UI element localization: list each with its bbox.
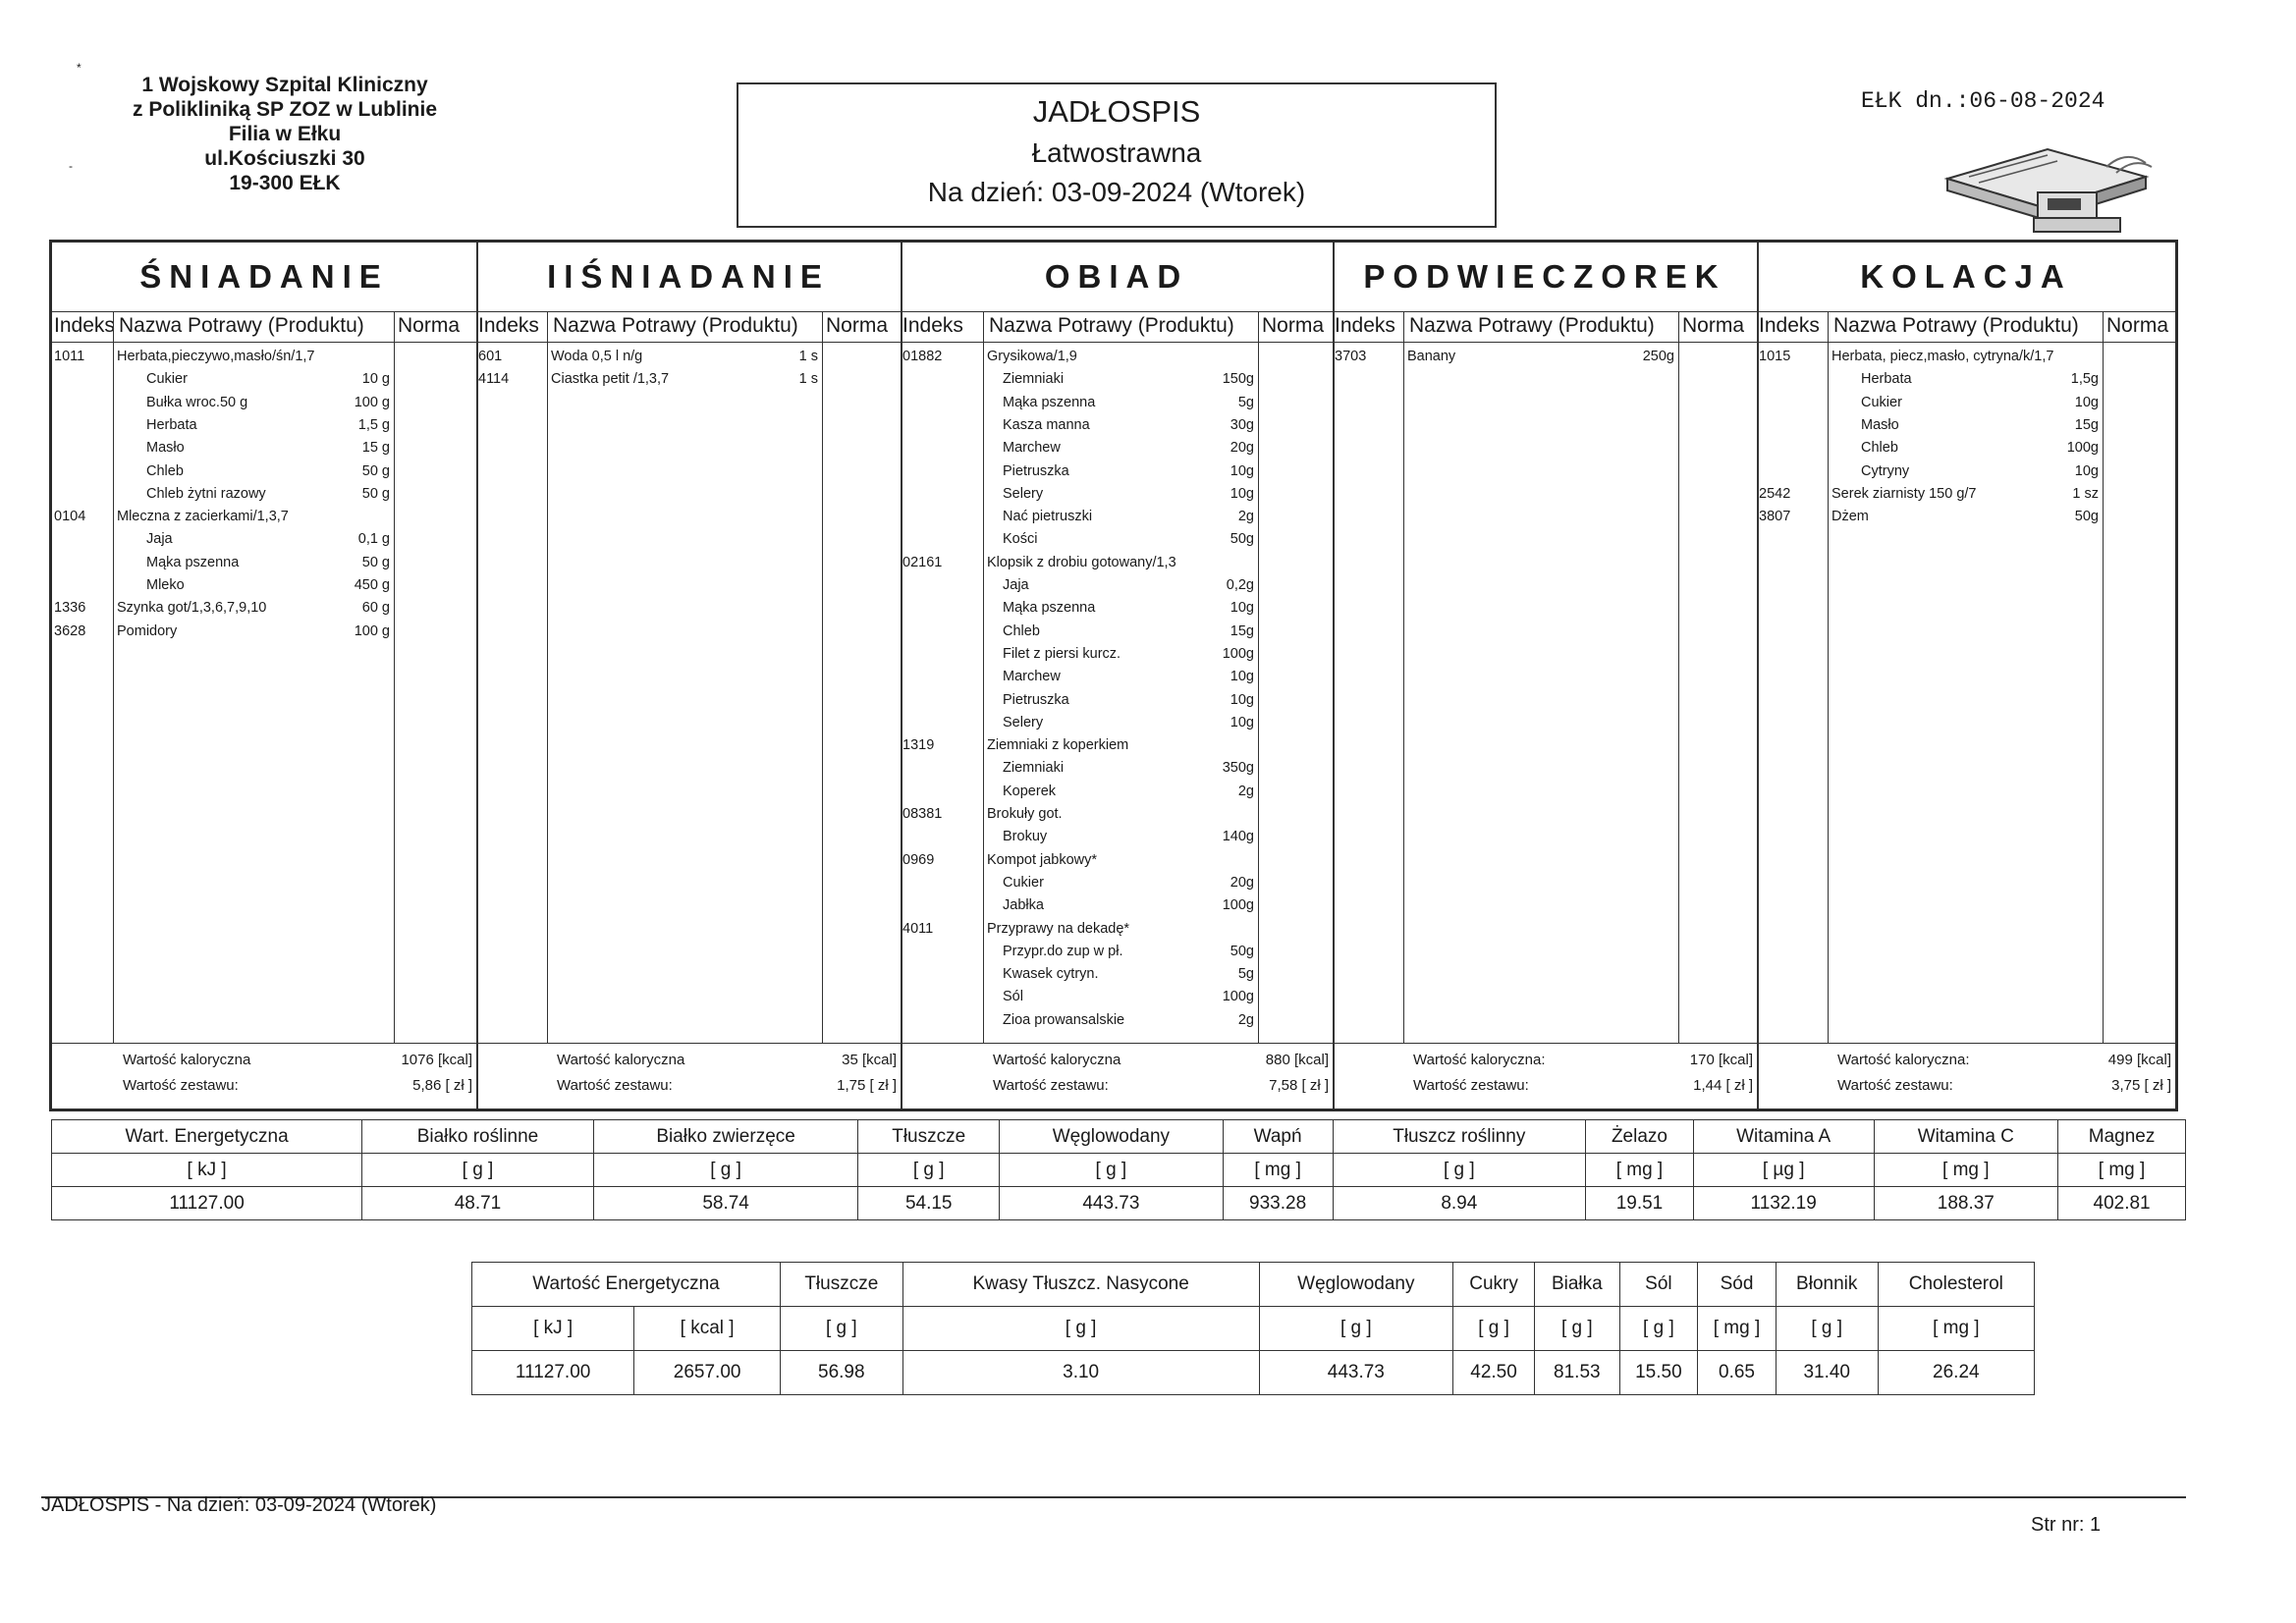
- column-header-name: Nazwa Potrawy (Produktu): [1833, 314, 2079, 337]
- kcal-label: Wartość kaloryczna:: [1837, 1052, 1970, 1068]
- footer-title: JADŁOSPIS - Na dzień: 03-09-2024 (Wtorek): [41, 1494, 437, 1516]
- cost-label: Wartość zestawu:: [123, 1077, 239, 1094]
- hospital-line-3: Filia w Ełku: [228, 123, 342, 145]
- dish-norm: 140g: [1222, 829, 1254, 845]
- ingredient-name: Chleb: [146, 462, 184, 479]
- dish-norm: 10g: [1230, 485, 1254, 502]
- column-header-norm: Norma: [826, 314, 889, 337]
- column-header-index: Indeks: [54, 314, 115, 337]
- dish-index: 3703: [1335, 349, 1367, 364]
- column-header-row: [1757, 311, 2175, 343]
- nutrient-header: Węglowodany: [1000, 1120, 1224, 1154]
- dish-norm: 20g: [1230, 874, 1254, 891]
- kcal-label: Wartość kaloryczna: [993, 1052, 1121, 1068]
- nutrient-header: Żelazo: [1586, 1120, 1694, 1154]
- dish-name: Kompot jabkowy*: [987, 851, 1098, 868]
- ingredient-name: Jaja: [146, 531, 173, 548]
- section-sniadanie: [52, 243, 478, 1109]
- nutrient-unit: [ mg ]: [2058, 1154, 2186, 1187]
- dish-norm: 50 g: [361, 554, 390, 570]
- kcal-value: 1076 [kcal]: [401, 1052, 472, 1068]
- ingredient-name: Cytryny: [1861, 462, 1910, 479]
- column-header-norm: Norma: [1262, 314, 1325, 337]
- nutrient-value: 11127.00: [52, 1187, 362, 1220]
- ingredient-name: Selery: [1003, 714, 1044, 730]
- ingredient-name: Kasza manna: [1003, 416, 1090, 433]
- dish-norm: 100 g: [354, 622, 390, 639]
- cost-value: 7,58 [ zł ]: [1269, 1077, 1329, 1094]
- dish-index: 2542: [1759, 485, 1791, 502]
- dish-name: Klopsik z drobiu gotowany/1,3: [987, 554, 1176, 570]
- ingredient-name: Marchew: [1003, 440, 1061, 457]
- menu-table: [49, 240, 2178, 1111]
- label-nutrient-value: 42.50: [1453, 1351, 1535, 1395]
- section-title: PODWIECZOREK: [1363, 258, 1726, 295]
- label-nutrient-header: Błonnik: [1776, 1263, 1878, 1307]
- dish-norm: 100g: [2066, 440, 2099, 457]
- page-title: JADŁOSPIS: [1032, 94, 1201, 129]
- kcal-value: 35 [kcal]: [842, 1052, 897, 1068]
- ingredient-name: Przypr.do zup w pł.: [1003, 943, 1123, 959]
- nutrient-value: 58.74: [593, 1187, 858, 1220]
- section-title: KOLACJA: [1860, 258, 2072, 295]
- nutrient-value: 402.81: [2058, 1187, 2186, 1220]
- dish-name: Grysikowa/1,9: [987, 349, 1077, 364]
- section-summary: [476, 1043, 901, 1109]
- nutrient-header: Wart. Energetyczna: [52, 1120, 362, 1154]
- dish-index: 601: [478, 349, 503, 364]
- label-nutrient-value: 15.50: [1619, 1351, 1698, 1395]
- nutrient-header: Witamina C: [1874, 1120, 2058, 1154]
- ingredient-name: Jaja: [1003, 577, 1029, 593]
- dish-norm: 15g: [2074, 416, 2099, 433]
- dish-norm: 1 s: [798, 371, 818, 388]
- dish-norm: 30g: [1230, 416, 1254, 433]
- ingredient-name: Pietruszka: [1003, 691, 1069, 708]
- column-divider: [983, 311, 984, 1044]
- nutrition-label-unit-row: [472, 1307, 2035, 1351]
- label-nutrient-unit: [ mg ]: [1698, 1307, 1777, 1351]
- kcal-label: Wartość kaloryczna:: [1413, 1052, 1546, 1068]
- hospital-line-4: ul.Kościuszki 30: [204, 147, 365, 170]
- dish-norm: 2g: [1237, 509, 1254, 525]
- ingredient-name: Brokuy: [1003, 829, 1048, 845]
- section-summary: [1757, 1043, 2175, 1109]
- label-nutrient-header: Cholesterol: [1878, 1263, 2034, 1307]
- dish-norm: 150g: [1222, 371, 1254, 388]
- nutrient-unit: [ g ]: [858, 1154, 1000, 1187]
- ingredient-name: Ziemniaki: [1003, 371, 1065, 388]
- nutrition-summary-table: [51, 1119, 2186, 1220]
- label-nutrient-header: Białka: [1535, 1263, 1620, 1307]
- column-header-row: [1333, 311, 1757, 343]
- dish-norm: 50g: [2074, 509, 2099, 525]
- label-nutrient-value: 56.98: [781, 1351, 903, 1395]
- section-summary: [1333, 1043, 1757, 1109]
- nutrient-unit: [ kJ ]: [52, 1154, 362, 1187]
- nutrient-value: 188.37: [1874, 1187, 2058, 1220]
- dish-index: 1015: [1759, 349, 1791, 364]
- dish-norm: 100g: [1222, 989, 1254, 1005]
- dish-norm: 2g: [1237, 783, 1254, 799]
- ingredient-name: Herbata: [146, 416, 197, 433]
- label-nutrient-header: Tłuszcze: [781, 1263, 903, 1307]
- dish-norm: 10g: [1230, 669, 1254, 685]
- ingredient-name: Mąka pszenna: [146, 554, 240, 570]
- cost-label: Wartość zestawu:: [993, 1077, 1109, 1094]
- column-header-index: Indeks: [1335, 314, 1395, 337]
- dish-index: 1336: [54, 600, 86, 617]
- energy-value-kcal: 2657.00: [634, 1351, 781, 1395]
- column-header-name: Nazwa Potrawy (Produktu): [1409, 314, 1655, 337]
- nutrition-label-table: [471, 1262, 2035, 1395]
- ingredient-name: Chleb żytni razowy: [146, 485, 266, 502]
- dish-norm: 100 g: [354, 394, 390, 410]
- ingredient-name: Cukier: [1861, 394, 1902, 410]
- nutrition-label-value-row: [472, 1351, 2035, 1395]
- nutrition-unit-row: [52, 1154, 2186, 1187]
- section-summary: [52, 1043, 476, 1109]
- label-nutrient-header: Sód: [1698, 1263, 1777, 1307]
- cost-label: Wartość zestawu:: [1837, 1077, 1953, 1094]
- dish-norm: 50g: [1230, 531, 1254, 548]
- label-nutrient-unit: [ g ]: [902, 1307, 1259, 1351]
- nutrient-unit: [ g ]: [1000, 1154, 1224, 1187]
- ingredient-name: Pietruszka: [1003, 462, 1069, 479]
- ingredient-name: Masło: [146, 440, 185, 457]
- column-header-name: Nazwa Potrawy (Produktu): [553, 314, 798, 337]
- nutrient-value: 1132.19: [1693, 1187, 1874, 1220]
- dish-norm: 1,5 g: [357, 416, 390, 433]
- column-header-index: Indeks: [478, 314, 539, 337]
- label-nutrient-unit: [ g ]: [1619, 1307, 1698, 1351]
- column-header-index: Indeks: [902, 314, 963, 337]
- label-nutrient-unit: [ g ]: [1535, 1307, 1620, 1351]
- dish-index: 02161: [902, 554, 943, 570]
- energy-unit-kj: [ kJ ]: [472, 1307, 634, 1351]
- dish-index: 1319: [902, 737, 935, 754]
- nutrition-value-row: [52, 1187, 2186, 1220]
- dish-norm: 15 g: [361, 440, 390, 457]
- nutrient-header: Magnez: [2058, 1120, 2186, 1154]
- section-podwieczorek: [1333, 243, 1759, 1109]
- energy-header: Wartość Energetyczna: [472, 1263, 781, 1307]
- dish-norm: 20g: [1230, 440, 1254, 457]
- column-divider: [1678, 311, 1679, 1044]
- column-divider: [1258, 311, 1259, 1044]
- section-title: OBIAD: [1044, 258, 1189, 295]
- dish-norm: 0,2g: [1226, 577, 1254, 593]
- dish-name: Dżem: [1831, 509, 1869, 525]
- dish-index: 3628: [54, 622, 86, 639]
- nutrient-header: Tłuszcz roślinny: [1333, 1120, 1586, 1154]
- dish-index: 0104: [54, 509, 86, 525]
- dish-name: Woda 0,5 l n/g: [551, 349, 643, 364]
- label-nutrient-header: Węglowodany: [1259, 1263, 1452, 1307]
- label-nutrient-value: 31.40: [1776, 1351, 1878, 1395]
- dish-norm: 10g: [2074, 394, 2099, 410]
- energy-unit-kcal: [ kcal ]: [634, 1307, 781, 1351]
- column-divider: [113, 311, 114, 1044]
- nutrition-header-row: [52, 1120, 2186, 1154]
- column-header-norm: Norma: [2106, 314, 2169, 337]
- menu-date: Na dzień: 03-09-2024 (Wtorek): [927, 177, 1306, 207]
- label-nutrient-value: 443.73: [1259, 1351, 1452, 1395]
- dish-norm: 15g: [1230, 622, 1254, 639]
- column-header-name: Nazwa Potrawy (Produktu): [989, 314, 1234, 337]
- dish-name: Herbata,pieczywo,masło/śn/1,7: [117, 349, 315, 364]
- column-header-row: [52, 311, 476, 343]
- label-nutrient-unit: [ g ]: [1453, 1307, 1535, 1351]
- ingredient-name: Kości: [1003, 531, 1038, 548]
- dish-index: 4011: [902, 920, 934, 937]
- cost-label: Wartość zestawu:: [1413, 1077, 1529, 1094]
- ingredient-name: Mleko: [146, 577, 185, 593]
- page-number: Str nr: 1: [2031, 1514, 2102, 1536]
- dish-index: 01882: [902, 349, 943, 364]
- nutrient-unit: [ g ]: [1333, 1154, 1586, 1187]
- dish-norm: 10g: [1230, 691, 1254, 708]
- label-nutrient-value: 81.53: [1535, 1351, 1620, 1395]
- ingredient-name: Selery: [1003, 485, 1044, 502]
- left-dash: -: [69, 159, 73, 173]
- corner-mark: *: [77, 61, 82, 75]
- ingredient-name: Ziemniaki: [1003, 760, 1065, 777]
- ingredient-name: Mąka pszenna: [1003, 394, 1096, 410]
- ingredient-name: Herbata: [1861, 371, 1912, 388]
- ingredient-name: Sól: [1003, 989, 1023, 1005]
- ingredient-name: Nać pietruszki: [1003, 509, 1093, 525]
- dish-name: Mleczna z zacierkami/1,3,7: [117, 509, 289, 525]
- nutrient-unit: [ mg ]: [1874, 1154, 2058, 1187]
- column-header-row: [901, 311, 1333, 343]
- nutrient-unit: [ g ]: [593, 1154, 858, 1187]
- nutrient-header: Białko roślinne: [362, 1120, 594, 1154]
- ingredient-name: Kwasek cytryn.: [1003, 966, 1099, 983]
- ingredient-name: Cukier: [1003, 874, 1044, 891]
- hospital-line-2: z Polikliniką SP ZOZ w Lublinie: [133, 98, 437, 121]
- cost-value: 3,75 [ zł ]: [2111, 1077, 2171, 1094]
- hospital-line-1: 1 Wojskowy Szpital Kliniczny: [141, 74, 428, 96]
- label-nutrient-unit: [ g ]: [781, 1307, 903, 1351]
- cost-value: 1,75 [ zł ]: [837, 1077, 897, 1094]
- dish-name: Brokuły got.: [987, 806, 1063, 822]
- dish-norm: 50g: [1230, 943, 1254, 959]
- hospital-line-5: 19-300 EŁK: [229, 172, 341, 194]
- dish-index: 08381: [902, 806, 943, 822]
- ingredient-name: Filet z piersi kurcz.: [1003, 645, 1121, 662]
- dish-norm: 350g: [1222, 760, 1254, 777]
- dish-name: Pomidory: [117, 622, 178, 639]
- label-nutrient-unit: [ g ]: [1776, 1307, 1878, 1351]
- section-title: ŚNIADANIE: [139, 258, 389, 295]
- title-box: [737, 82, 1497, 228]
- nutrient-header: Witamina A: [1693, 1120, 1874, 1154]
- nutrient-value: 48.71: [362, 1187, 594, 1220]
- section-kolacja: [1757, 243, 2175, 1109]
- dish-index: 1011: [54, 349, 85, 364]
- dish-name: Ciastka petit /1,3,7: [551, 371, 670, 388]
- dish-norm: 5g: [1237, 966, 1254, 983]
- diet-name: Łatwostrawna: [1031, 137, 1202, 168]
- cost-value: 5,86 [ zł ]: [412, 1077, 472, 1094]
- nutrition-label-header-row: [472, 1263, 2035, 1307]
- ingredient-name: Marchew: [1003, 669, 1061, 685]
- column-header-norm: Norma: [1682, 314, 1745, 337]
- dish-norm: 1 s: [798, 349, 818, 364]
- ingredient-name: Masło: [1861, 416, 1899, 433]
- nutrient-value: 19.51: [1586, 1187, 1694, 1220]
- ingredient-name: Chleb: [1861, 440, 1898, 457]
- nutrient-header: Tłuszcze: [858, 1120, 1000, 1154]
- section-ii-sniadanie: [476, 243, 902, 1109]
- dish-index: 4114: [478, 371, 510, 388]
- energy-value-kj: 11127.00: [472, 1351, 634, 1395]
- label-nutrient-unit: [ g ]: [1259, 1307, 1452, 1351]
- dish-norm: 100g: [1222, 645, 1254, 662]
- ingredient-name: Chleb: [1003, 622, 1040, 639]
- ingredient-name: Mąka pszenna: [1003, 600, 1096, 617]
- label-nutrient-header: Cukry: [1453, 1263, 1535, 1307]
- dish-norm: 10g: [1230, 600, 1254, 617]
- nutrient-header: Wapń: [1223, 1120, 1333, 1154]
- section-summary: [901, 1043, 1333, 1109]
- ingredient-name: Cukier: [146, 371, 188, 388]
- dish-norm: 60 g: [361, 600, 390, 617]
- column-divider: [2103, 311, 2104, 1044]
- column-divider: [394, 311, 395, 1044]
- column-header-norm: Norma: [398, 314, 461, 337]
- dish-name: Serek ziarnisty 150 g/7: [1831, 485, 1977, 502]
- label-nutrient-header: Sól: [1619, 1263, 1698, 1307]
- nutrient-value: 54.15: [858, 1187, 1000, 1220]
- ingredient-name: Koperek: [1003, 783, 1057, 799]
- section-obiad: [901, 243, 1335, 1109]
- dish-norm: 1,5g: [2070, 371, 2099, 388]
- column-header-name: Nazwa Potrawy (Produktu): [119, 314, 364, 337]
- dish-norm: 1 sz: [2072, 485, 2099, 502]
- nutrient-value: 933.28: [1223, 1187, 1333, 1220]
- dish-norm: 2g: [1237, 1011, 1254, 1028]
- dish-norm: 450 g: [354, 577, 390, 593]
- dish-norm: 50 g: [361, 462, 390, 479]
- section-title: IIŚNIADANIE: [547, 258, 830, 295]
- dish-norm: 5g: [1237, 394, 1254, 410]
- nutrient-value: 8.94: [1333, 1187, 1586, 1220]
- label-nutrient-value: 0.65: [1698, 1351, 1777, 1395]
- dish-norm: 0,1 g: [357, 531, 390, 548]
- dish-name: Szynka got/1,3,6,7,9,10: [117, 600, 267, 617]
- nutrient-unit: [ g ]: [362, 1154, 594, 1187]
- kcal-label: Wartość kaloryczna: [557, 1052, 685, 1068]
- dish-name: Przyprawy na dekadę*: [987, 920, 1130, 937]
- nutrient-unit: [ µg ]: [1693, 1154, 1874, 1187]
- cost-value: 1,44 [ zł ]: [1693, 1077, 1753, 1094]
- dish-name: Ziemniaki z koperkiem: [987, 737, 1129, 754]
- ingredient-name: Zioa prowansalskie: [1003, 1011, 1125, 1028]
- label-nutrient-value: 26.24: [1878, 1351, 2034, 1395]
- dish-index: 0969: [902, 851, 935, 868]
- print-date: EŁK dn.:06-08-2024: [1861, 88, 2105, 114]
- column-divider: [1403, 311, 1404, 1044]
- kcal-value: 170 [kcal]: [1689, 1052, 1753, 1068]
- label-nutrient-value: 3.10: [902, 1351, 1259, 1395]
- nutrient-unit: [ mg ]: [1223, 1154, 1333, 1187]
- ingredient-name: Bułka wroc.50 g: [146, 394, 248, 410]
- kcal-value: 499 [kcal]: [2107, 1052, 2171, 1068]
- dish-norm: 250g: [1642, 349, 1674, 364]
- dish-name: Banany: [1407, 349, 1456, 364]
- label-nutrient-unit: [ mg ]: [1878, 1307, 2034, 1351]
- dish-norm: 50 g: [361, 485, 390, 502]
- column-divider: [547, 311, 548, 1044]
- dish-norm: 10 g: [361, 371, 390, 388]
- book-with-printer-icon: [1940, 137, 2165, 241]
- kcal-label: Wartość kaloryczna: [123, 1052, 251, 1068]
- dish-norm: 10g: [1230, 462, 1254, 479]
- nutrient-unit: [ mg ]: [1586, 1154, 1694, 1187]
- column-divider: [822, 311, 823, 1044]
- column-header-index: Indeks: [1759, 314, 1820, 337]
- dish-norm: 10g: [2074, 462, 2099, 479]
- dish-norm: 100g: [1222, 897, 1254, 914]
- label-nutrient-header: Kwasy Tłuszcz. Nasycone: [902, 1263, 1259, 1307]
- dish-norm: 10g: [1230, 714, 1254, 730]
- nutrient-header: Białko zwierzęce: [593, 1120, 858, 1154]
- kcal-value: 880 [kcal]: [1265, 1052, 1329, 1068]
- cost-label: Wartość zestawu:: [557, 1077, 673, 1094]
- hospital-address: [108, 73, 462, 195]
- dish-name: Herbata, piecz,masło, cytryna/k/1,7: [1831, 349, 2054, 364]
- column-header-row: [476, 311, 901, 343]
- nutrient-value: 443.73: [1000, 1187, 1224, 1220]
- dish-index: 3807: [1759, 509, 1791, 525]
- ingredient-name: Jabłka: [1003, 897, 1044, 914]
- column-divider: [1828, 311, 1829, 1044]
